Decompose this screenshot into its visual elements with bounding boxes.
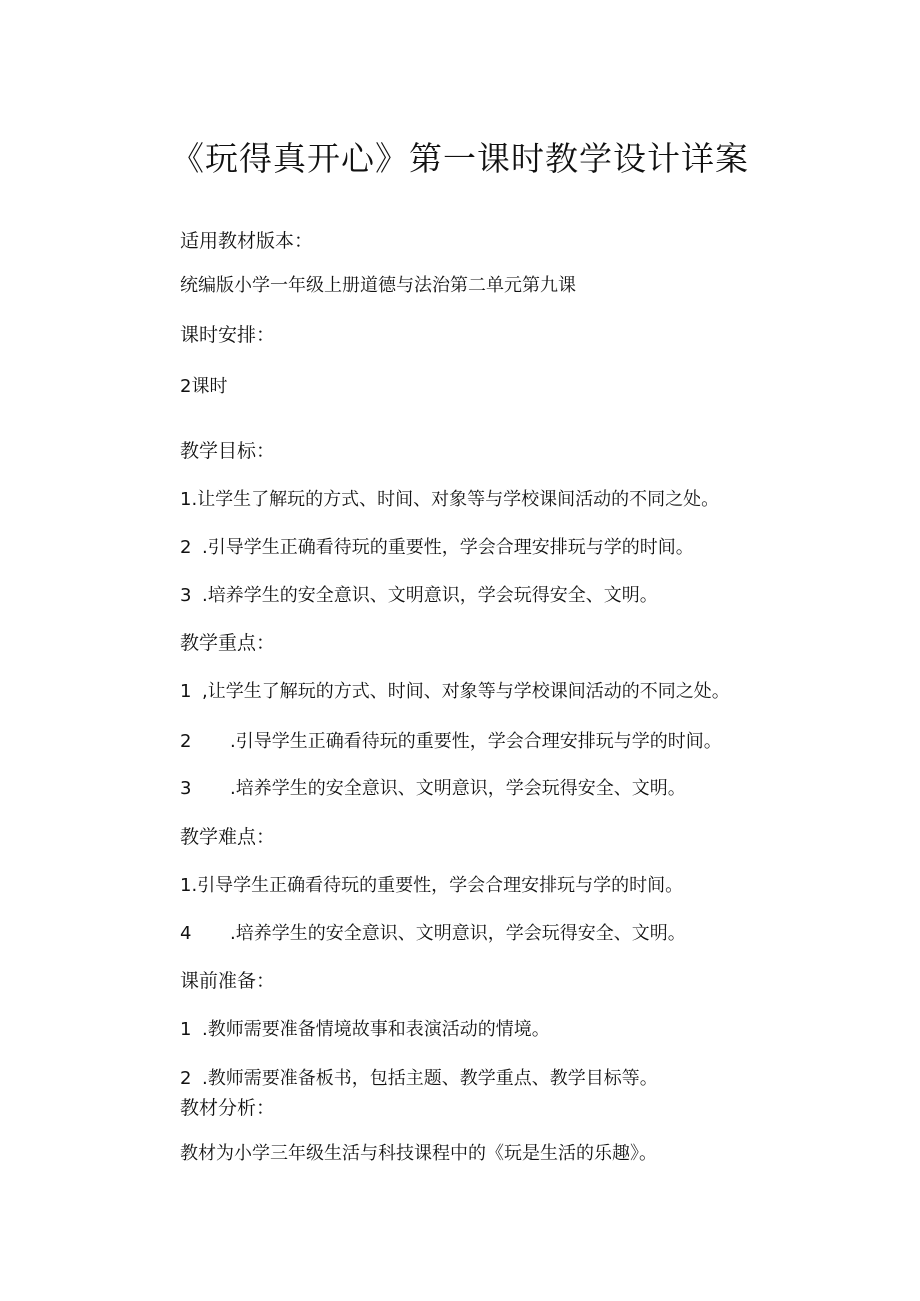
preparation-heading: 课前准备：: [180, 970, 276, 992]
item-number: 4: [180, 923, 192, 944]
item-number: 1: [180, 1019, 192, 1040]
item-number: 1.: [180, 489, 198, 510]
objective-item: [180, 535, 694, 561]
key-points-heading: 教学重点：: [180, 632, 276, 654]
document-title: 《玩得真开心》第一课时教学设计详案: [171, 139, 749, 178]
schedule-value: 2课时: [180, 376, 228, 397]
key-point-item: [180, 729, 722, 755]
item-number: 2: [180, 1068, 192, 1089]
item-text: 让学生了解玩的方式、时间、对象等与学校课间活动的不同之处。: [197, 489, 720, 510]
item-text: .培养学生的安全意识、文明意识，学会玩得安全、文明。: [230, 923, 686, 944]
item-number: 1: [180, 681, 192, 702]
objectives-heading: 教学目标：: [180, 440, 276, 462]
item-text: .引导学生正确看待玩的重要性，学会合理安排玩与学的时间。: [202, 537, 694, 558]
preparation-item: [180, 1017, 550, 1043]
item-number: 3: [180, 778, 192, 799]
schedule-heading: 课时安排：: [180, 324, 276, 346]
textbook-heading: 适用教材版本：: [180, 230, 314, 252]
objective-item: [180, 487, 719, 513]
key-point-item: [180, 679, 730, 705]
preparation-item: [180, 1066, 658, 1092]
item-text: .培养学生的安全意识、文明意识，学会玩得安全、文明。: [202, 585, 658, 606]
difficulties-heading: 教学难点：: [180, 826, 276, 848]
analysis-heading: 教材分析：: [180, 1097, 276, 1119]
item-text: .教师需要准备板书，包括主题、教学重点、教学目标等。: [202, 1068, 658, 1089]
item-text: 引导学生正确看待玩的重要性，学会合理安排玩与学的时间。: [197, 875, 684, 896]
key-point-item: [180, 776, 686, 802]
difficulty-item: [180, 921, 686, 947]
textbook-value: 统编版小学一年级上册道德与法治第二单元第九课: [180, 275, 576, 296]
item-text: ,让学生了解玩的方式、时间、对象等与学校课间活动的不同之处。: [202, 681, 730, 702]
item-text: .教师需要准备情境故事和表演活动的情境。: [202, 1019, 550, 1040]
item-number: 3: [180, 585, 192, 606]
item-number: 2: [180, 537, 192, 558]
item-text: .引导学生正确看待玩的重要性，学会合理安排玩与学的时间。: [230, 731, 722, 752]
objective-item: [180, 583, 658, 609]
analysis-value: 教材为小学三年级生活与科技课程中的《玩是生活的乐趣》。: [180, 1143, 657, 1164]
item-number: 1.: [180, 875, 198, 896]
item-text: .培养学生的安全意识、文明意识，学会玩得安全、文明。: [230, 778, 686, 799]
difficulty-item: [180, 873, 683, 899]
item-number: 2: [180, 731, 192, 752]
